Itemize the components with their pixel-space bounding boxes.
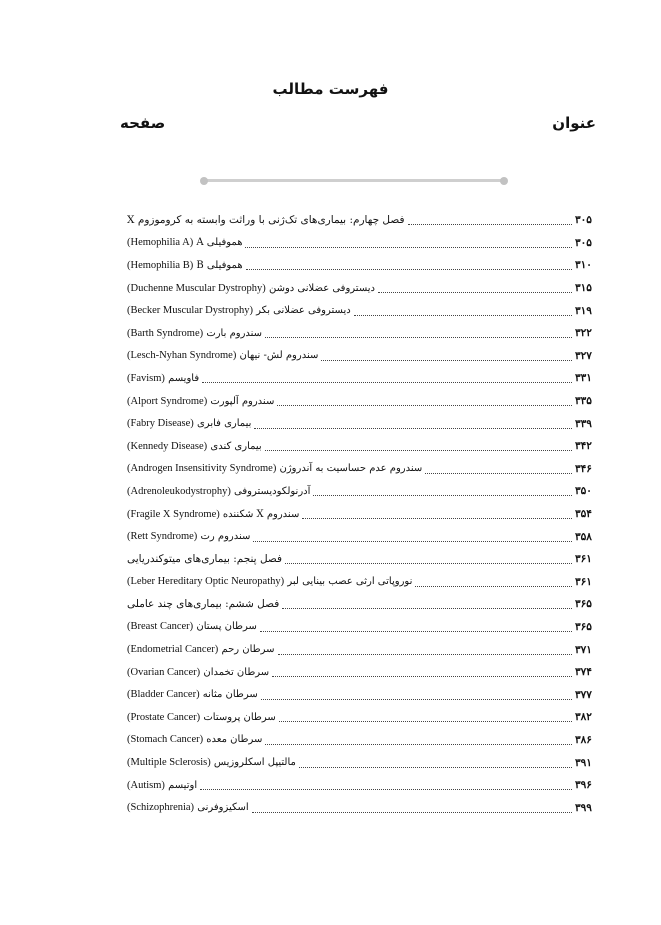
toc-entry-row xyxy=(127,435,597,458)
toc-entry-title xyxy=(127,441,262,452)
toc-entry-row xyxy=(127,525,597,548)
divider-bar xyxy=(203,179,505,182)
toc-entry-title-fa: دیستروفی عضلانی دوشن xyxy=(268,282,375,294)
toc-page-number: ۳۶۱ xyxy=(575,553,592,566)
toc-entry-title xyxy=(127,780,197,791)
toc-entry-title-en: (Duchenne Muscular Dystrophy) xyxy=(127,282,266,294)
divider-dot-left xyxy=(200,177,208,185)
toc-entry-title-en: (Androgen Insensitivity Syndrome) xyxy=(127,463,277,475)
toc-page-number: ۳۵۴ xyxy=(575,508,592,521)
toc-dot-leader xyxy=(415,585,572,587)
toc-entry-row xyxy=(127,322,597,345)
toc-entry-title-en: (Hemophilia B) xyxy=(127,259,194,271)
toc-entry-row xyxy=(127,277,597,300)
toc-entry-title-en: (Adrenoleukodystrophy) xyxy=(127,485,231,497)
toc-entry-title xyxy=(127,463,422,474)
toc-dot-leader xyxy=(265,449,572,451)
toc-entry-row xyxy=(127,661,597,684)
toc-entry-row xyxy=(127,706,597,729)
toc-entry-title xyxy=(127,509,299,520)
toc-entry-row xyxy=(127,796,597,819)
toc-entry-title-en: (Schizophrenia) xyxy=(127,802,195,814)
toc-entry-row xyxy=(127,458,597,481)
toc-dot-leader xyxy=(277,404,572,406)
toc-section-row xyxy=(127,209,597,232)
toc-entry-row xyxy=(127,683,597,706)
toc-entry-title-fa: بیماری کندی xyxy=(210,440,262,452)
toc-page-number: ۳۷۱ xyxy=(575,643,592,656)
toc-page-number: ۳۹۱ xyxy=(575,756,592,769)
toc-page-number: ۳۳۹ xyxy=(575,417,592,430)
toc-dot-leader xyxy=(200,788,572,790)
toc-entry-row xyxy=(127,367,597,390)
toc-dot-leader xyxy=(260,630,572,632)
toc-entry-title xyxy=(127,531,250,542)
toc-section-row xyxy=(127,548,597,571)
toc-entry-title-en: (Favism) xyxy=(127,372,165,384)
toc-entry-title xyxy=(127,621,257,632)
toc-page-number: ۳۲۲ xyxy=(575,327,592,340)
column-heading-page: صفحه xyxy=(120,114,166,132)
toc-entry-title-fa: سندروم عدم حساسیت به آندروژن xyxy=(279,463,423,475)
toc-page-number: ۳۹۹ xyxy=(575,801,592,814)
toc-entry-title-en: (Lesch-Nyhan Syndrome) xyxy=(127,350,237,362)
toc-entry-row xyxy=(127,729,597,752)
toc-entry-title xyxy=(127,350,318,361)
toc-entry-title-en: (Multiple Sclerosis) xyxy=(127,757,211,769)
toc-dot-leader xyxy=(302,517,572,519)
toc-entry-title xyxy=(127,802,249,813)
toc-page-number: ۳۲۷ xyxy=(575,349,592,362)
toc-page-number: ۳۱۵ xyxy=(575,282,592,295)
toc-entry-title-en: (Becker Muscular Dystrophy) xyxy=(127,305,253,317)
toc-page-number: ۳۸۲ xyxy=(575,711,592,724)
toc-dot-leader xyxy=(261,698,572,700)
toc-dot-leader xyxy=(245,246,572,248)
toc-entry-title-fa: سندروم آلپورت xyxy=(210,395,275,407)
toc-entry-title-en: (Fabry Disease) xyxy=(127,418,194,430)
toc-entry-title-fa: نوروپاتی ارثی عصب بینایی لبر xyxy=(287,576,413,588)
toc-entry-row xyxy=(127,232,597,255)
toc-page-number: ۳۳۱ xyxy=(575,372,592,385)
toc-page-number: ۳۷۴ xyxy=(575,666,592,679)
toc-entry-title xyxy=(127,553,282,565)
toc-dot-leader xyxy=(202,381,572,383)
toc-page-number: ۳۶۵ xyxy=(575,620,592,633)
toc-page-number: ۳۶۱ xyxy=(575,575,592,588)
toc-entry-title xyxy=(127,644,275,655)
toc-dot-leader xyxy=(265,336,572,338)
toc-entry-title xyxy=(127,396,274,407)
toc-page-number: ۳۰۵ xyxy=(575,236,592,249)
toc-entry-title-en: (Kennedy Disease) xyxy=(127,440,208,452)
toc-entry-row xyxy=(127,299,597,322)
toc-dot-leader xyxy=(253,540,572,542)
toc-entry-title-fa: اسکیزوفرنی xyxy=(197,802,249,814)
toc-page-number: ۳۵۸ xyxy=(575,530,592,543)
divider-dot-right xyxy=(500,177,508,185)
toc-entry-row xyxy=(127,390,597,413)
toc-entry-title xyxy=(127,576,412,587)
decorative-divider xyxy=(200,178,508,182)
toc-entry-title xyxy=(127,305,351,316)
toc-entry-row xyxy=(127,503,597,526)
toc-entry-title-fa: دیستروفی عضلانی بکر xyxy=(256,305,351,317)
toc-dot-leader xyxy=(425,472,572,474)
toc-entry-title xyxy=(127,598,279,610)
toc-dot-leader xyxy=(299,766,572,768)
toc-page-number: ۳۱۹ xyxy=(575,304,592,317)
toc-entry-title-fa: فصل ششم: بیماری‌های چند عاملی xyxy=(127,598,280,611)
toc-entry-title-en: (Stomach Cancer) xyxy=(127,734,204,746)
toc-dot-leader xyxy=(246,268,572,270)
toc-entry-row xyxy=(127,345,597,368)
toc-entry-title-en: (Endometrial Cancer) xyxy=(127,644,219,656)
toc-dot-leader xyxy=(254,427,572,429)
toc-entry-title-en: (Barth Syndrome) xyxy=(127,327,204,339)
toc-entry-title-fa: سندروم X شکننده xyxy=(222,508,300,520)
page-title: فهرست مطالب xyxy=(272,80,389,98)
toc-page-number: ۳۳۵ xyxy=(575,395,592,408)
toc-entry-title-en: (Rett Syndrome) xyxy=(127,531,198,543)
toc-section-row xyxy=(127,593,597,616)
column-heading-title: عنوان xyxy=(552,114,596,132)
toc-dot-leader xyxy=(321,359,572,361)
toc-page-number: ۳۴۶ xyxy=(575,462,592,475)
toc-dot-leader xyxy=(278,653,572,655)
toc-page-number: ۳۰۵ xyxy=(575,214,592,227)
toc-entry-title-fa: سرطان تخمدان xyxy=(203,666,270,678)
toc-page-number: ۳۷۷ xyxy=(575,688,592,701)
toc-dot-leader xyxy=(265,743,572,745)
toc-entry-title xyxy=(127,689,258,700)
toc-entry-row xyxy=(127,412,597,435)
toc-entry-title-en: (Prostate Cancer) xyxy=(127,711,201,723)
toc-entry-title-en: (Autism) xyxy=(127,779,165,791)
toc-entry-title-en: (Leber Hereditary Optic Neuropathy) xyxy=(127,576,285,588)
toc-entry-row xyxy=(127,616,597,639)
toc-entry-title-en: (Fragile X Syndrome) xyxy=(127,508,220,520)
toc-entry-title xyxy=(127,237,242,248)
toc-entry-title xyxy=(127,214,405,226)
toc-dot-leader xyxy=(272,675,572,677)
toc-dot-leader xyxy=(279,720,572,722)
toc-entry-title xyxy=(127,712,276,723)
toc-entry-title xyxy=(127,328,262,339)
toc-entry-row xyxy=(127,751,597,774)
toc-page-number: ۳۴۲ xyxy=(575,440,592,453)
toc-entry-row xyxy=(127,774,597,797)
toc-dot-leader xyxy=(285,562,572,564)
toc-entry-title-fa: آدرنولکودیستروفی xyxy=(234,485,311,497)
toc-entry-title xyxy=(127,667,269,678)
toc-entry-title-fa: مالتیپل اسکلروزیس xyxy=(213,757,296,769)
toc-entry-row xyxy=(127,638,597,661)
toc-entry-title-en: (Bladder Cancer) xyxy=(127,689,200,701)
toc-entry-title xyxy=(127,260,243,271)
toc-entry-title xyxy=(127,757,296,768)
toc-entry-row xyxy=(127,254,597,277)
toc-entry-title-en: (Hemophilia A) xyxy=(127,237,194,249)
toc-dot-leader xyxy=(252,811,572,813)
toc-page-number: ۳۵۰ xyxy=(575,485,592,498)
toc-entry-title-fa: بیماری فابری xyxy=(196,418,252,430)
toc-entry-title-fa: سرطان پروستات xyxy=(203,711,276,723)
toc-dot-leader xyxy=(408,223,572,225)
toc-dot-leader xyxy=(378,291,572,293)
toc-entry-row xyxy=(127,480,597,503)
toc-page-number: ۳۸۶ xyxy=(575,733,592,746)
toc-entry-title xyxy=(127,373,199,384)
toc-entry-title xyxy=(127,486,310,497)
toc-entry-title xyxy=(127,283,375,294)
toc-entry-title-en: (Ovarian Cancer) xyxy=(127,666,201,678)
toc-entry-title-fa: سندروم لش- نیهان xyxy=(239,350,319,362)
table-of-contents xyxy=(127,209,597,819)
toc-entry-title-fa: سندروم رت xyxy=(200,531,251,543)
toc-dot-leader xyxy=(313,494,572,496)
toc-dot-leader xyxy=(282,607,572,609)
toc-page-number: ۳۹۶ xyxy=(575,779,592,792)
toc-entry-title-en: (Alport Syndrome) xyxy=(127,395,208,407)
toc-entry-title-fa: فاویسم xyxy=(168,372,200,384)
toc-entry-title-fa: سرطان رحم xyxy=(221,644,275,656)
toc-entry-title xyxy=(127,734,262,745)
toc-page-number: ۳۶۵ xyxy=(575,598,592,611)
toc-entry-title xyxy=(127,418,251,429)
toc-entry-title-fa: سندروم بارت xyxy=(206,327,263,339)
toc-entry-title-fa: فصل چهارم: بیماری‌های تک‌ژنی با وراثت وابسته به کروموزوم X xyxy=(127,214,405,227)
toc-entry-title-fa: هموفیلی B xyxy=(196,259,243,271)
toc-page-number: ۳۱۰ xyxy=(575,259,592,272)
toc-entry-title-fa: اوتیسم xyxy=(168,779,198,791)
toc-entry-title-fa: فصل پنجم: بیماری‌های میتوکندریایی xyxy=(127,553,283,566)
toc-entry-row xyxy=(127,571,597,594)
toc-entry-title-fa: سرطان مثانه xyxy=(202,689,258,701)
toc-entry-title-en: (Breast Cancer) xyxy=(127,621,194,633)
toc-entry-title-fa: سرطان پستان xyxy=(196,621,257,633)
toc-entry-title-fa: سرطان معده xyxy=(206,734,263,746)
toc-dot-leader xyxy=(354,314,572,316)
toc-entry-title-fa: هموفیلی A xyxy=(196,237,243,249)
